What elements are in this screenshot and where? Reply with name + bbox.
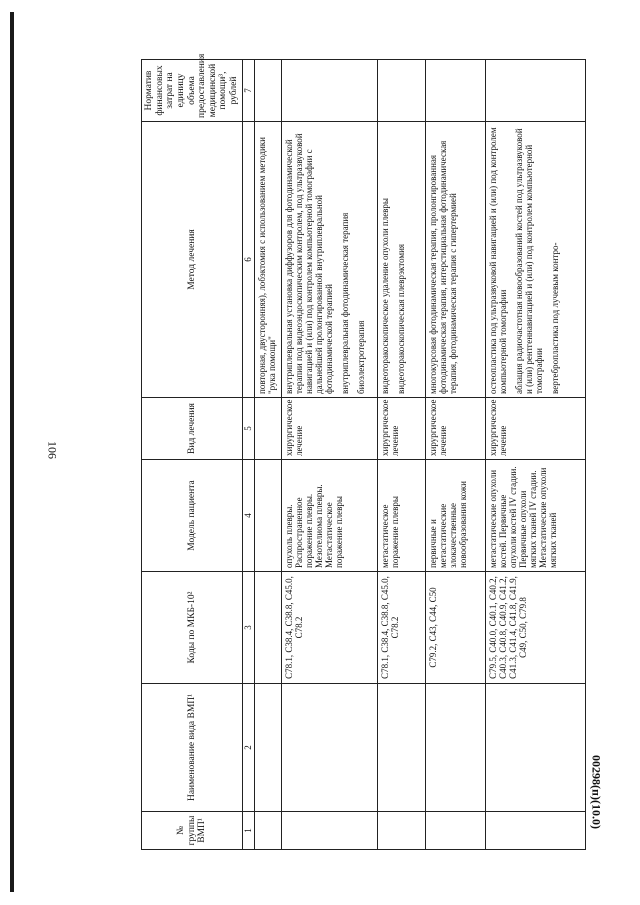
- cell-treatment: хирургическое лечение: [485, 398, 585, 460]
- cell-methods: [425, 122, 485, 398]
- cell-codes: C79.2, C43, C44, C50: [425, 572, 485, 684]
- table-row: [425, 60, 485, 850]
- method-item: вертебропластика под лучевым контро-: [550, 242, 561, 394]
- method-item: внутриплевральная установка диффузоров для фотодинамической терапии под видеоэндоскопическим контролем, под ультразвуковой навигацией и (или) под контролем компьютерной томографии с дальнейшей пролонгированной внутриплевральной фотодинамической терапией: [283, 133, 334, 394]
- cell-model: [254, 460, 281, 572]
- header-group-number: № группы ВМП¹: [142, 812, 243, 850]
- method-item: видеоторакоскопическое удаление опухоли плевры: [379, 198, 390, 394]
- header-icd-codes: Коды по МКБ-10²: [142, 572, 243, 684]
- cell-codes: C79.5, C40.0, C40.1, C40.2, C40.3, C40.8, C40.9, C41.2, C41.3, C41.4, C41.8, C41.9, C49, C50, C79.8: [485, 572, 585, 684]
- cell-norm: [254, 60, 281, 122]
- cell-methods: [377, 122, 425, 398]
- cell-treatment: хирургическое лечение: [281, 398, 377, 460]
- cell-methods: [281, 122, 377, 398]
- cell-model: метастатическое поражение плевры: [377, 460, 425, 572]
- cell-model: метастатические опухоли костей. Первичные опухоли костей IV стадии. Первичные опухоли мягких тканей IV стадии. Метастатические опухоли мягких тканей: [485, 460, 585, 572]
- table-row: [377, 60, 425, 850]
- cell-norm: [281, 60, 377, 122]
- cell-group: [425, 812, 485, 850]
- header-treatment-type: Вид лечения: [142, 398, 243, 460]
- method-item: биоэлектротерапия: [356, 320, 367, 394]
- document-code: 00298(п)(10.0): [589, 755, 604, 829]
- header-patient-model: Модель пациента: [142, 460, 243, 572]
- table-row: [254, 60, 281, 850]
- column-number: 7: [242, 60, 254, 122]
- vmp-table: [141, 53, 586, 850]
- cell-name: [425, 684, 485, 812]
- cell-name: [281, 684, 377, 812]
- cell-group: [377, 812, 425, 850]
- cell-norm: [377, 60, 425, 122]
- method-item: аблация радиочастотная новообразований костей под ультразвуковой и (или) рентгеннавигацией и (или) под контролем компьютерной томографии: [513, 128, 544, 394]
- cell-model: опухоль плевры. Распространенное поражение плевры. Мезотелиома плевры. Метастатическое поражение плевры: [281, 460, 377, 572]
- method-item: внутриплевральная фотодинамическая терапия: [340, 212, 351, 394]
- cell-group: [281, 812, 377, 850]
- column-number: 6: [242, 122, 254, 398]
- cell-treatment: хирургическое лечение: [425, 398, 485, 460]
- header-row: [142, 60, 243, 850]
- cell-group: [254, 812, 281, 850]
- cell-norm: [485, 60, 585, 122]
- cell-name: [254, 684, 281, 812]
- cell-treatment: [254, 398, 281, 460]
- method-item: многокурсовая фотодинамическая терапия, пролонгированная фотодинамическая терапия, интерстициальная фотодинамическая терапия, фотодинамическая терапия с гипертермией: [427, 140, 458, 394]
- header-treatment-method: Метод лечения: [142, 122, 243, 398]
- cell-norm: [425, 60, 485, 122]
- cell-treatment: хирургическое лечение: [377, 398, 425, 460]
- table-row: [281, 60, 377, 850]
- method-item: видеоторакоскопическая плеврэктомия: [395, 243, 406, 394]
- cell-name: [485, 684, 585, 812]
- column-number: 1: [242, 812, 254, 850]
- cell-group: [485, 812, 585, 850]
- cell-name: [377, 684, 425, 812]
- column-number: 3: [242, 572, 254, 684]
- rotated-table-container: [141, 53, 561, 850]
- cell-methods: [485, 122, 585, 398]
- method-item: остеопластика под ультразвуковой навигацией и (или) под контролем компьютерной томографии: [487, 127, 508, 394]
- cell-codes: C78.1, C38.4, C38.8, C45.0, C78.2: [377, 572, 425, 684]
- column-number-row: [242, 60, 254, 850]
- column-number: 4: [242, 460, 254, 572]
- left-margin-rule: [10, 12, 14, 892]
- page-number: 106: [45, 441, 60, 459]
- table-row: [485, 60, 585, 850]
- column-number: 2: [242, 684, 254, 812]
- cell-model: первичные и метастатические злокачественные новообразования кожи: [425, 460, 485, 572]
- header-vmp-name: Наименование вида ВМП¹: [142, 684, 243, 812]
- header-cost-norm: Норматив финансовых затрат на единицу объема предоставления медицинской помощи³, рублей: [142, 60, 243, 122]
- method-item: повторная, двусторонняя), лобэктомия с использованием методики "рука помощи": [256, 137, 277, 394]
- cell-methods: [254, 122, 281, 398]
- cell-codes: [254, 572, 281, 684]
- column-number: 5: [242, 398, 254, 460]
- cell-codes: C78.1, C38.4, C38.8, C45.0, C78.2: [281, 572, 377, 684]
